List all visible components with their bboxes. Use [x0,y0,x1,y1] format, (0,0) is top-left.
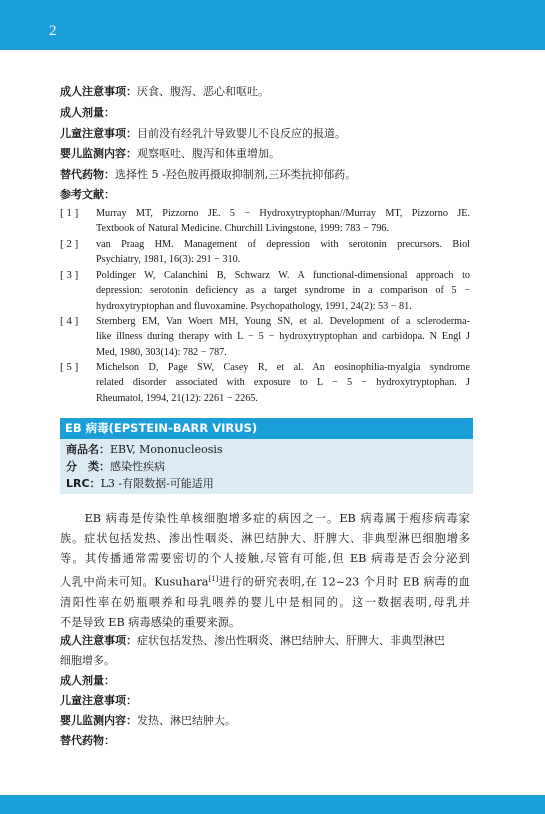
reference-number: [ 5 ] [60,361,79,373]
reference-item: Sternberg EM, Van Woert MH, Young SN, et al. Development of a scleroderma- like illness during therapy with L − 5 − hydroxytryptophan and carbidopa. N Engl J Med, 1980, 303(14): 782 − 787. [96,316,470,358]
citation-marker: [1] [208,575,219,583]
infant-monitoring: 婴儿监测内容：发热、淋巴结肿大。 [60,714,236,727]
adult-dose: 成人剂量： [60,674,115,687]
reference-number: [ 3 ] [60,269,79,281]
reference-item: van Praag HM. Management of depression with serotonin precursors. Biol Psychiatry, 1981, 16(3): 291 − 310. [96,239,470,266]
lrc-rating: LRC：L3 -有限数据-可能适用 [66,477,214,490]
category: 分 类：感染性疾病 [66,460,165,473]
adult-dose: 成人剂量： [60,106,115,119]
reference-item: Murray MT, Pizzorno JE. 5 − Hydroxytryptophan//Murray MT, Pizzorno JE. Textbook of Natural Medicine. Churchill Livingstone, 1999: 783 − 796. [96,208,470,235]
section-title: EB 病毒(EPSTEIN-BARR VIRUS) [60,418,473,439]
trade-name: 商品名：EBV, Mononucleosis [66,443,223,456]
infant-monitoring: 婴儿监测内容：观察呕吐、腹泻和体重增加。 [60,147,280,160]
pediatric-precautions: 儿童注意事项： [60,694,137,707]
alternatives: 替代药物： [60,734,115,747]
citation-line: 人乳中尚未可知。Kusuhara[1]进行的研究表明,在 12~23 个月时 EB 病毒的血 [60,575,470,589]
adult-precautions: 成人注意事项：厌食、腹泻、恶心和呕吐。 [60,85,269,98]
adult-precautions: 成人注意事项：症状包括发热、渗出性咽炎、淋巴结肿大、肝脾大、非典型淋巴 [60,634,445,647]
pediatric-precautions: 儿童注意事项：目前没有经乳汁导致婴儿不良反应的报道。 [60,127,346,140]
page-number: 2 [49,23,57,39]
reference-number: [ 4 ] [60,315,79,327]
alternatives: 替代药物：选择性 5 -羟色胺再摄取抑制剂,三环类抗抑郁药。 [60,168,357,181]
reference-number: [ 2 ] [60,238,79,250]
body-paragraph: EB 病毒是传染性单核细胞增多症的病因之一。EB 病毒属于疱疹病毒家 族。症状包括发热、渗出性咽炎、淋巴结肿大、肝脾大、非典型淋巴细胞增多 等。其传播通常需要密切的个人接触,尽管有可能,但 EB 病毒是否会分泌到 人乳中尚未可知。Kusuhara[1]进行的研究表明,在 12~23 个月时 EB 病毒的血 清阳性率在奶瓶喂养和母乳喂养的婴儿中是相同的。这一数据表明,母乳并 不是导致 EB 病毒感染的重要来源。 [60,512,470,629]
footer-bar [0,795,545,814]
header-bar [0,0,545,50]
reference-item: Poldinger W, Calanchini B, Schwarz W. A functional-dimensional approach to depression: serotonin deficiency as a target syndrome in a comparison of 5 − hydroxytryptophan and fluvoxamine. Psychopathology, 1991, 24(2): 53 − 81. [96,270,470,312]
drug-info-box [60,439,473,494]
references-heading: 参考文献： [60,188,115,201]
adult-precautions-continued: 细胞增多。 [60,654,115,667]
reference-number: [ 1 ] [60,207,79,219]
reference-item: Michelson D, Page SW, Casey R, et al. An eosinophilia-myalgia syndrome related disorder associated with exposure to L − 5 − hydroxytryptophan. J Rheumatol, 1994, 21(12): 2261 − 2265. [96,362,470,404]
